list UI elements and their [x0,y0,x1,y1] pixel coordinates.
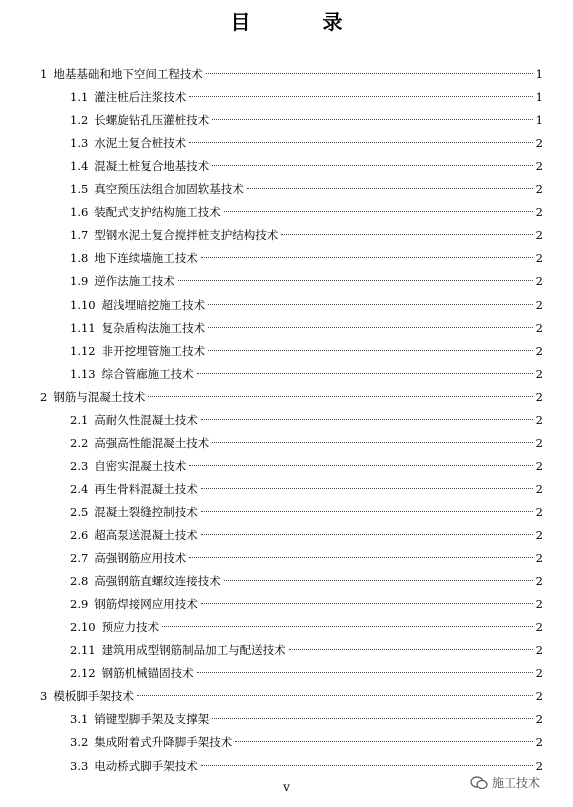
toc-row [0,756,573,776]
watermark-text: 施工技术 [492,776,541,790]
toc-section-entry [70,571,543,591]
toc-row [0,110,573,130]
toc-row [0,271,573,291]
toc-entry-title: 钢筋与混凝土技术 [53,389,146,404]
toc-entry-number: 2.5 [70,504,89,519]
toc-dot-leader [281,234,532,235]
toc-entry-page: 2 [535,435,543,450]
toc-entry-page: 2 [535,620,543,635]
toc-entry-number: 2.10 [70,620,96,635]
toc-entry-title: 自密实混凝土技术 [94,458,187,473]
toc-entry-title: 集成附着式升降脚手架技术 [94,735,233,750]
toc-entry-title: 混凝土桩复合地基技术 [94,159,210,174]
toc-row [0,87,573,107]
toc-entry-number: 1.5 [70,182,89,197]
toc-dot-leader [201,488,533,489]
toc-section-entry [70,341,543,361]
toc-entry-page: 2 [535,274,543,289]
toc-row [0,64,573,84]
toc-row [0,640,573,660]
toc-row [0,594,573,614]
toc-entry-page: 2 [535,735,543,750]
toc-section-entry [70,156,543,176]
toc-entry-page: 2 [535,297,543,312]
toc-entry-page: 2 [535,136,543,151]
toc-entry-page: 2 [535,366,543,381]
toc-dot-leader [235,741,532,742]
toc-entry-title: 逆作法施工技术 [94,274,175,289]
toc-row [0,479,573,499]
toc-row [0,433,573,453]
toc-dot-leader [201,511,533,512]
toc-entry-page: 2 [535,689,543,704]
toc-entry-title: 超浅埋暗挖施工技术 [101,297,206,312]
toc-section-entry [70,225,543,245]
toc-section-entry [70,732,543,752]
toc-entry-number: 1.10 [70,297,96,312]
toc-section-entry [70,479,543,499]
toc-entry-number: 1.3 [70,136,89,151]
footer-page-number: v [283,780,290,794]
toc-chapter-entry [40,64,543,84]
toc-entry-page: 2 [535,182,543,197]
toc-entry-title: 高强钢筋直螺纹连接技术 [94,574,221,589]
toc-dot-leader [201,419,533,420]
toc-entry-number: 1.11 [70,320,96,335]
toc-section-entry [70,640,543,660]
toc-entry-title: 超高泵送混凝土技术 [94,528,198,542]
toc-entry-page: 2 [535,205,543,220]
toc-section-entry [70,133,543,153]
toc-entry-number: 1.2 [70,113,89,128]
toc-entry-number: 2.7 [70,551,89,566]
toc-entry-number: 1.1 [70,90,89,105]
toc-dot-leader [212,165,532,166]
toc-entry-page: 2 [535,481,543,496]
toc-entry-page: 2 [535,159,543,174]
toc-entry-number: 3.2 [70,735,89,750]
toc-dot-leader [197,373,533,374]
toc-dot-leader [189,557,532,558]
toc-section-entry [70,756,543,776]
toc-entry-number: 2.4 [70,481,89,496]
toc-entry-page: 2 [535,666,543,681]
toc-section-entry [70,663,543,683]
toc-entry-title: 再生骨料混凝土技术 [94,481,198,496]
toc-row [0,179,573,199]
toc-row [0,248,573,268]
toc-row [0,732,573,752]
toc-row [0,571,573,591]
toc-entry-page: 1 [535,113,543,128]
toc-dot-leader [201,603,533,604]
toc-dot-leader [208,350,533,351]
toc-dot-leader [189,142,532,143]
toc-section-entry [70,179,543,199]
wechat-bubble-icon [470,776,488,790]
toc-row [0,225,573,245]
toc-row [0,456,573,476]
toc-row [0,502,573,522]
toc-row [0,295,573,315]
toc-dot-leader [208,304,533,305]
toc-entry-title: 钢筋机械锚固技术 [101,666,194,681]
toc-entry-number: 2.6 [70,528,89,542]
toc-dot-leader [247,188,533,189]
toc-entry-title: 非开挖埋管施工技术 [101,343,206,358]
toc-entry-number: 2.2 [70,435,89,450]
toc-row [0,410,573,430]
toc-entry-page: 2 [535,504,543,519]
toc-section-entry [70,709,543,729]
toc-entry-number: 3.3 [70,758,89,773]
toc-dot-leader [189,465,532,466]
page-title: 目 录 [230,10,369,34]
toc-dot-leader [224,580,533,581]
toc-entry-number: 2.3 [70,458,89,473]
toc-entry-title: 型钢水泥土复合搅拌桩支护结构技术 [94,228,279,243]
toc-chapter-entry [40,686,543,706]
toc-dot-leader [212,718,532,719]
toc-row [0,387,573,407]
toc-dot-leader [148,396,532,397]
toc-chapter-entry [40,387,543,407]
toc-entry-number: 2.11 [70,643,96,658]
toc-entry-title: 长螺旋钻孔压灌桩技术 [94,113,210,128]
toc-entry-page: 2 [535,643,543,658]
watermark [470,774,540,791]
toc-dot-leader [212,442,532,443]
toc-section-entry [70,271,543,291]
toc-entry-number: 1 [40,67,48,81]
toc-entry-number: 2.1 [70,412,89,427]
toc-row [0,202,573,222]
toc-entry-title: 建筑用成型钢筋制品加工与配送技术 [101,643,286,658]
toc-entry-page: 2 [535,412,543,427]
toc-entry-title: 真空预压法组合加固软基技术 [94,182,244,197]
toc-entry-title: 钢筋焊接网应用技术 [94,597,198,612]
toc-row [0,341,573,361]
toc-entry-number: 3 [40,689,48,704]
toc-row [0,525,573,545]
toc-section-entry [70,248,543,268]
toc-entry-page: 2 [535,320,543,335]
toc-entry-number: 1.4 [70,159,89,174]
toc-row [0,709,573,729]
toc-section-entry [70,525,543,545]
toc-entry-page: 1 [535,67,543,81]
toc-row [0,133,573,153]
toc-entry-number: 2.9 [70,597,89,612]
toc-dot-leader [212,119,532,120]
toc-entry-page: 2 [535,758,543,773]
toc-entry-number: 1.13 [70,366,96,381]
toc-entry-title: 水泥土复合桩技术 [94,136,187,151]
toc-dot-leader [224,211,533,212]
toc-dot-leader [201,257,533,258]
toc-entry-title: 综合管廊施工技术 [101,366,194,381]
toc-entry-title: 地基基础和地下空间工程技术 [53,67,203,81]
toc-entry-number: 1.8 [70,251,89,266]
toc-entry-number: 1.9 [70,274,89,289]
toc-entry-number: 2.12 [70,666,96,681]
toc-section-entry [70,110,543,130]
toc-dot-leader [201,534,533,535]
toc-entry-title: 模板脚手架技术 [53,689,134,704]
toc-entry-page: 2 [535,574,543,589]
toc-dot-leader [189,96,532,97]
toc-section-entry [70,617,543,637]
toc-dot-leader [289,649,533,650]
toc-row [0,617,573,637]
toc-entry-page: 1 [535,90,543,105]
toc-entry-page: 2 [535,458,543,473]
toc-entry-title: 混凝土裂缝控制技术 [94,504,198,519]
toc-row [0,548,573,568]
toc-entry-page: 2 [535,389,543,404]
toc-entry-number: 2.8 [70,574,89,589]
toc-section-entry [70,433,543,453]
toc-section-entry [70,318,543,338]
toc-section-entry [70,548,543,568]
toc-section-entry [70,594,543,614]
toc-entry-number: 3.1 [70,712,89,727]
toc-section-entry [70,202,543,222]
toc-dot-leader [197,672,533,673]
toc-dot-leader [162,626,533,627]
toc-section-entry [70,410,543,430]
toc-entry-page: 2 [535,528,543,542]
toc-entry-title: 销键型脚手架及支撑架 [94,712,210,727]
toc-row [0,318,573,338]
toc-entry-title: 装配式支护结构施工技术 [94,205,221,220]
toc-entry-number: 1.6 [70,205,89,220]
toc-entry-title: 高强高性能混凝土技术 [94,435,210,450]
toc-section-entry [70,295,543,315]
toc-dot-leader [137,695,533,696]
toc-section-entry [70,87,543,107]
toc-dot-leader [208,327,533,328]
toc-entry-page: 2 [535,251,543,266]
toc-dot-leader [178,280,533,281]
toc-entry-number: 1.12 [70,343,96,358]
toc-entry-title: 复杂盾构法施工技术 [101,320,206,335]
toc-entry-title: 预应力技术 [101,620,160,635]
toc-entry-number: 1.7 [70,228,89,243]
toc-section-entry [70,502,543,522]
toc-entry-page: 2 [535,228,543,243]
toc-entry-title: 地下连续墙施工技术 [94,251,198,266]
toc-row [0,663,573,683]
toc-row [0,364,573,384]
toc-section-entry [70,364,543,384]
toc-row [0,156,573,176]
toc-entry-page: 2 [535,712,543,727]
toc-entry-title: 高耐久性混凝土技术 [94,412,198,427]
toc-entry-page: 2 [535,597,543,612]
toc-dot-leader [206,73,533,74]
toc-entry-number: 2 [40,389,48,404]
toc-entry-title: 电动桥式脚手架技术 [94,758,198,773]
toc-entry-title: 高强钢筋应用技术 [94,551,187,566]
toc-section-entry [70,456,543,476]
toc-row [0,686,573,706]
toc-entry-page: 2 [535,343,543,358]
toc-entry-page: 2 [535,551,543,566]
toc-entry-title: 灌注桩后注浆技术 [94,90,187,105]
toc-dot-leader [201,765,533,766]
